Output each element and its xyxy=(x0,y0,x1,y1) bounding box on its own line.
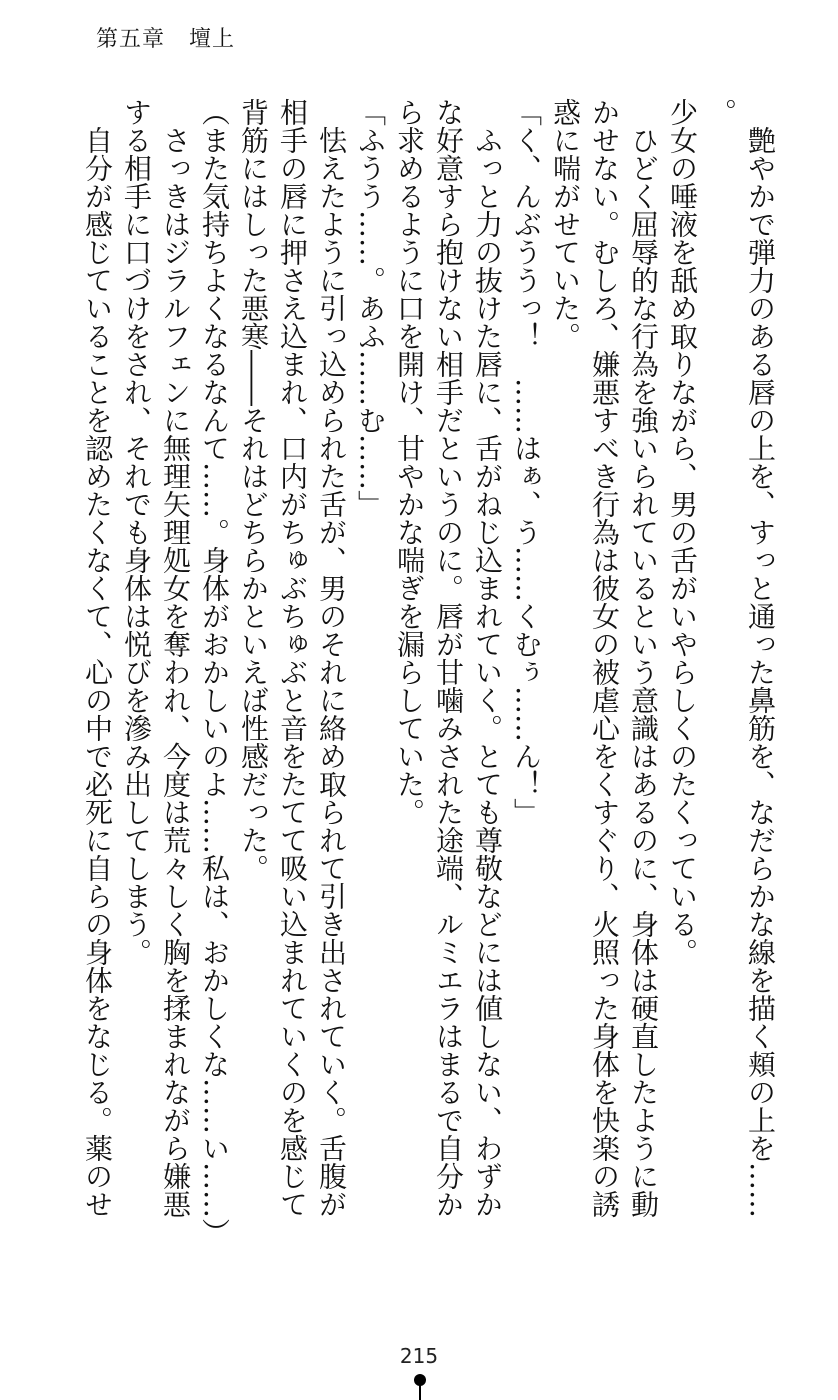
vertical-text-body xyxy=(81,98,780,1246)
paragraph: 怯えたように引っ込められた舌が、男のそれに絡め取られて引き出されていく。舌腹が相手の唇に押さえ込まれ、口内がちゅぶちゅぶと音をたてて吸い込まれていくのを感じて背筋にはしった悪寒――それはどちらかといえば性感だった。 xyxy=(237,98,348,1218)
dialogue-line: 「く、んぶううっ！ ……はぁ、う……くむぅ……ん！」 xyxy=(510,98,543,826)
paragraph: さっきはジラルフェンに無理矢理処女を奪われ、今度は荒々しく胸を揉まれながら嫌悪する相手に口づけをされ、それでも身体は悦びを滲み出してしまう。 xyxy=(120,98,192,1218)
page-marker-icon xyxy=(414,1374,426,1400)
chapter-number: 第五章 xyxy=(96,27,166,52)
running-header xyxy=(96,22,235,53)
paragraph: ひどく屈辱的な行為を強いられているという意識はあるのに、身体は硬直したように動かせない。むしろ、嫌悪すべき行為は彼女の被虐心をくすぐり、火照った身体を快楽の誘惑に喘がせていた。 xyxy=(549,98,660,1218)
chapter-title: 壇上 xyxy=(189,27,236,52)
paragraph: ふっと力の抜けた唇に、舌がねじ込まれていく。とても尊敬などには値しない、わずかな好意すら抱けない相手だというのに。唇が甘噛みされた途端、ルミエラはまるで自分から求めるように口を開け、甘やかな喘ぎを漏らしていた。 xyxy=(393,98,504,1218)
dialogue-line: 「ふうう……。あふ……む……」 xyxy=(354,98,387,518)
page-number: 215 xyxy=(399,1344,439,1368)
paragraph: 少女の唾液を舐め取りながら、男の舌がいやらしくのたくっている。 xyxy=(666,98,699,966)
paragraph: 自分が感じていることを認めたくなくて、心の中で必死に自らの身体をなじる。薬のせ xyxy=(81,126,114,1218)
inner-monologue: （また気持ちよくなるなんて……。身体がおかしいのよ……私は、おかしくな……い……） xyxy=(198,98,231,1246)
paragraph: 艶やかで弾力のある唇の上を、すっと通った鼻筋を、なだらかな線を描く頬の上を……。 xyxy=(705,98,777,1218)
